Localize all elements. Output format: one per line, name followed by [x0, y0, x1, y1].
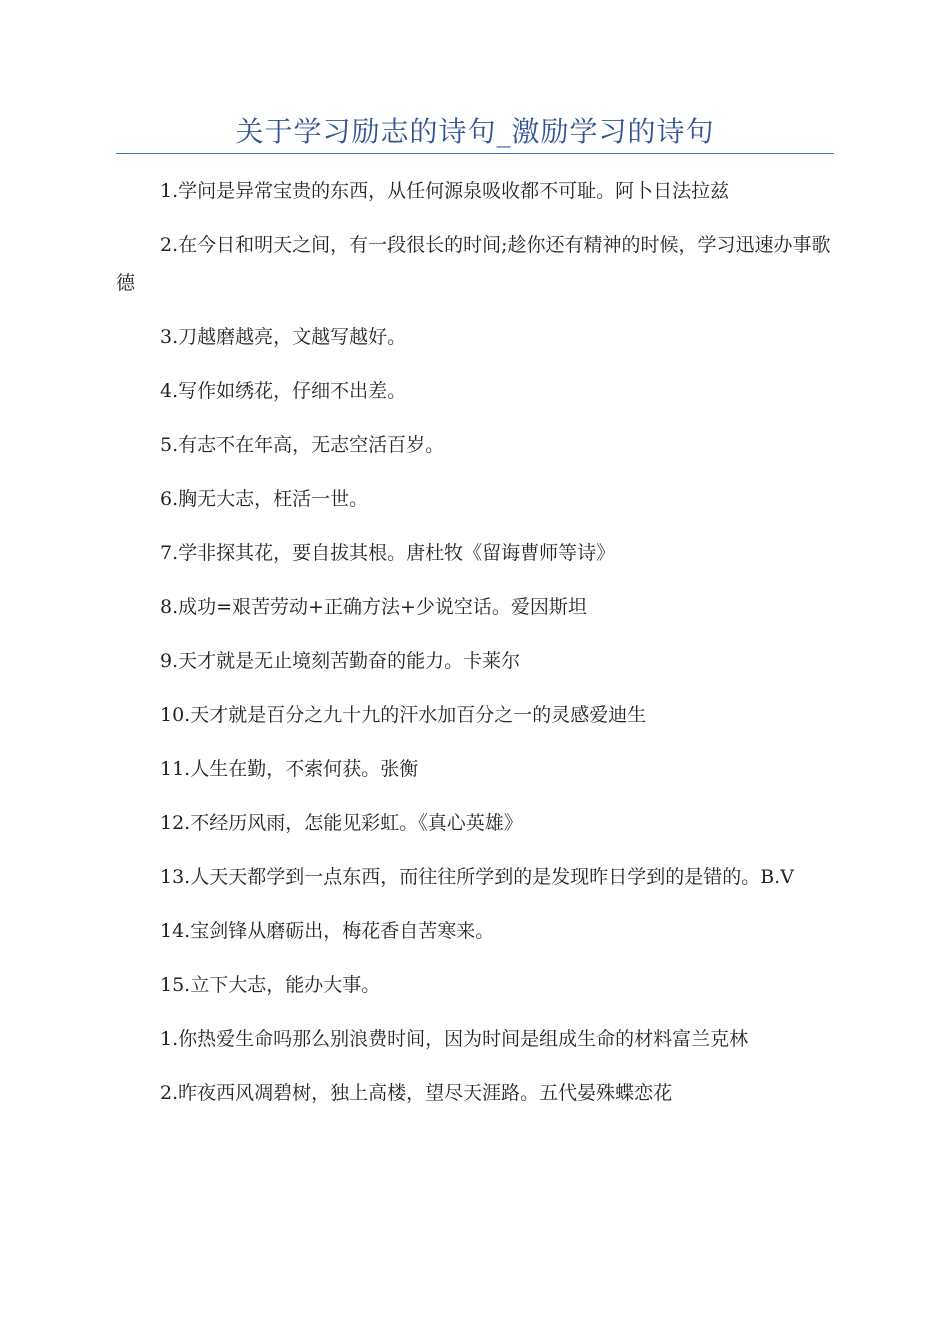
- paragraph: 14.宝剑锋从磨砺出，梅花香自苦寒来。: [160, 920, 495, 942]
- paragraph: 1.学问是异常宝贵的东西，从任何源泉吸收都不可耻。阿卜日法拉兹: [160, 180, 730, 202]
- paragraph: 4.写作如绣花，仔细不出差。: [160, 380, 407, 402]
- paragraph: 6.胸无大志，枉活一世。: [160, 488, 369, 510]
- paragraph: 15.立下大志，能办大事。: [160, 974, 381, 996]
- paragraph: 10.天才就是百分之九十九的汗水加百分之一的灵感爱迪生: [160, 704, 647, 726]
- paragraph: 8.成功=艰苦劳动+正确方法+少说空话。爱因斯坦: [160, 596, 587, 618]
- paragraph: 11.人生在勤，不索何获。张衡: [160, 758, 419, 780]
- paragraph: 9.天才就是无止境刻苦勤奋的能力。卡莱尔: [160, 650, 521, 672]
- paragraph: 2.在今日和明天之间，有一段很长的时间;趁你还有精神的时候，学习迅速办事歌德: [116, 234, 831, 294]
- paragraph: 5.有志不在年高，无志空活百岁。: [160, 434, 445, 456]
- paragraph: 7.学非探其花，要自拔其根。唐杜牧《留诲曹师等诗》: [160, 542, 616, 564]
- paragraph: 13.人天天都学到一点东西，而往往所学到的是发现昨日学到的是错的。B.V: [160, 866, 794, 888]
- paragraph: 1.你热爱生命吗那么别浪费时间，因为时间是组成生命的材料富兰克林: [160, 1028, 749, 1050]
- paragraph: 3.刀越磨越亮，文越写越好。: [160, 326, 407, 348]
- paragraph: 2.昨夜西风凋碧树，独上高楼，望尽天涯路。五代晏殊蝶恋花: [160, 1082, 673, 1104]
- title-underline: [116, 153, 834, 154]
- document-body: [116, 172, 834, 1128]
- document-title: 关于学习励志的诗句_激励学习的诗句: [235, 115, 715, 148]
- paragraph: 12.不经历风雨，怎能见彩虹。《真心英雄》: [160, 812, 523, 834]
